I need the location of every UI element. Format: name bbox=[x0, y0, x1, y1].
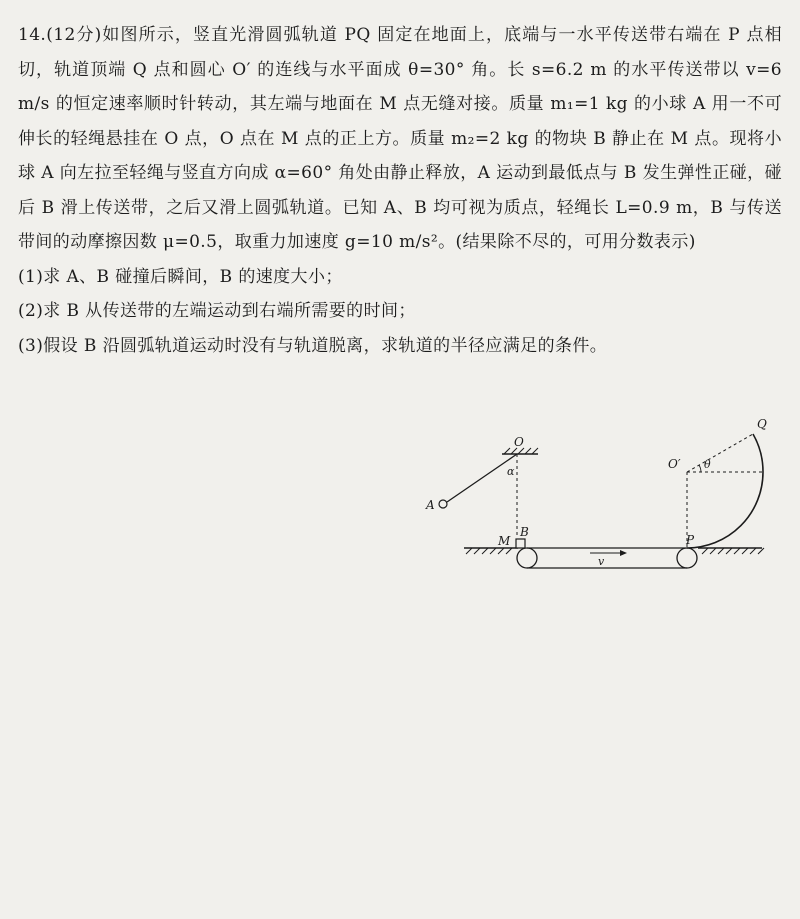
label-theta: θ bbox=[704, 458, 711, 471]
physics-diagram bbox=[420, 412, 792, 582]
conveyor-belt bbox=[517, 548, 697, 568]
problem-text: 如图所示，竖直光滑圆弧轨道 PQ 固定在地面上，底端与一水平传送带右端在 P 点相切，轨道顶端 Q 点和圆心 O′ 的连线与水平面成 θ=30° 角。长 s=6.2 m 的水平传送带以 v=6 m/s 的恒定速率顺时针转动，其左端与地面在 M 点无缝对接。质量 m₁=1 kg 的小球 A 用一不可伸长的轻绳悬挂在 O 点，O 点在 M 点的正上方。质量 m₂=2 kg 的物块 B 静止在 M 点。现将小球 A 向左拉至轻绳与竖直方向成 α=60° 角处由静止释放，A 运动到最低点与 B 发生弹性正碰，碰后 B 滑上传送带，之后又滑上圆弧轨道。已知 A、B 均可视为质点，轻绳长 L=0.9 m，B 与传送带间的动摩擦因数 μ=0.5，取重力加速度 g=10 m/s²。(结果除不尽的，可用分数表示) bbox=[18, 25, 783, 252]
ball-A bbox=[439, 500, 447, 508]
ground-right bbox=[698, 548, 764, 554]
label-alpha: α bbox=[507, 465, 515, 478]
rope bbox=[447, 454, 517, 502]
arc-track bbox=[687, 434, 763, 548]
theta-angle-arc bbox=[699, 465, 701, 472]
problem-stem bbox=[18, 18, 782, 260]
label-v: v bbox=[598, 555, 605, 568]
label-P: P bbox=[686, 533, 695, 547]
label-B: B bbox=[520, 525, 529, 539]
label-O-prime: O′ bbox=[668, 457, 681, 471]
question-3: (3)假设 B 沿圆弧轨道运动时没有与轨道脱离，求轨道的半径应满足的条件。 bbox=[18, 335, 608, 356]
problem-score: (12分) bbox=[46, 25, 102, 45]
label-Q: Q bbox=[757, 417, 767, 431]
ground-left bbox=[464, 548, 518, 554]
label-M: M bbox=[498, 534, 511, 548]
question-2: (2)求 B 从传送带的左端运动到右端所需要的时间； bbox=[18, 301, 416, 321]
dashed-O-prime-Q bbox=[687, 434, 753, 472]
label-A: A bbox=[426, 498, 435, 512]
question-1: (1)求 A、B 碰撞后瞬间，B 的速度大小； bbox=[18, 266, 343, 287]
velocity-arrow-icon bbox=[590, 550, 627, 556]
block-B bbox=[516, 539, 525, 548]
label-O: O bbox=[514, 435, 524, 449]
problem-number: 14. bbox=[18, 25, 47, 45]
problem-14 bbox=[18, 18, 782, 363]
